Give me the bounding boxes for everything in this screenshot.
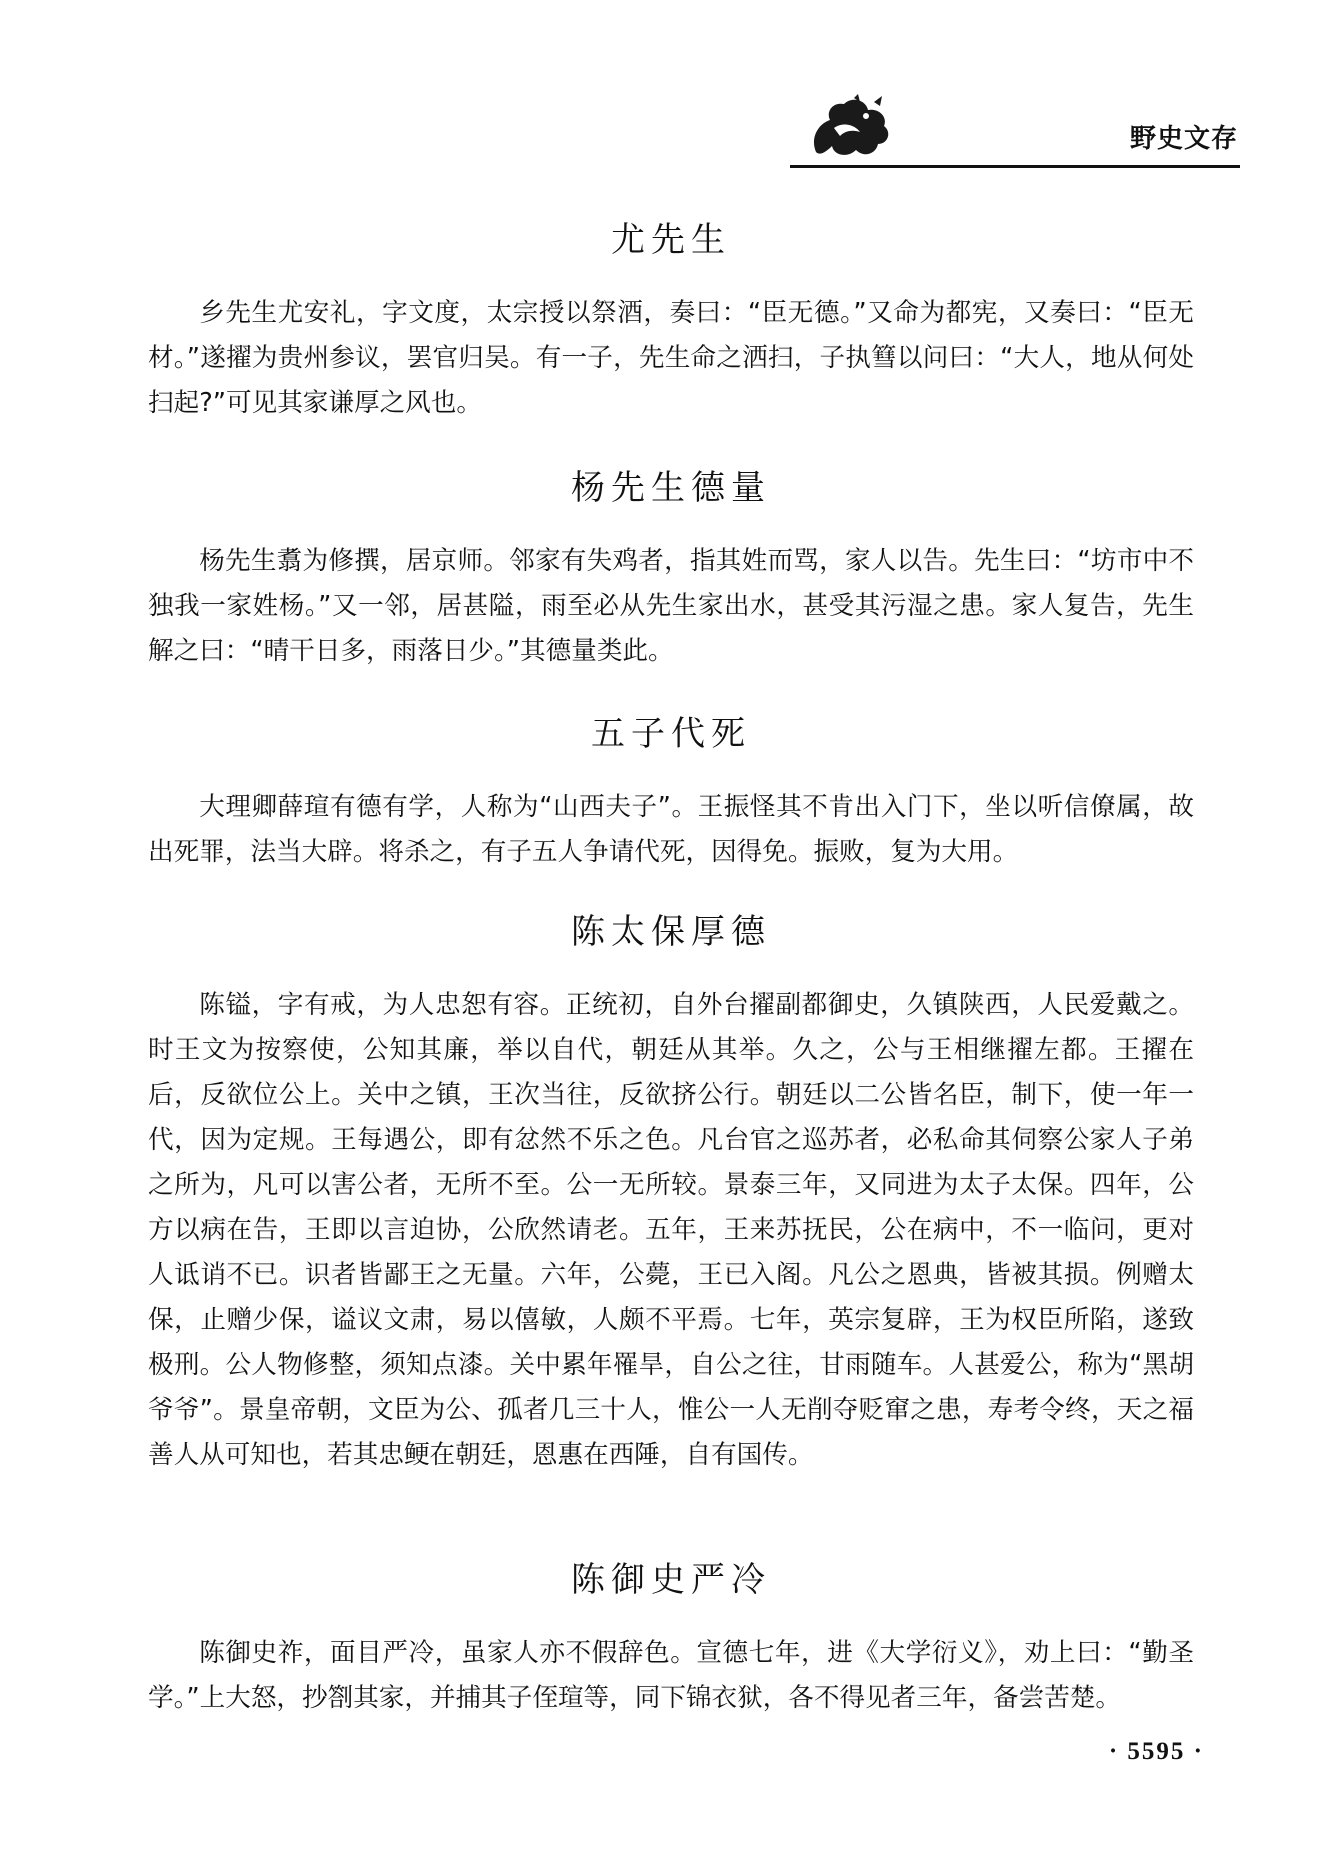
article-you-xiansheng	[148, 212, 1194, 426]
article-body: 杨先生翥为修撰，居京师。邻家有失鸡者，指其姓而骂，家人以告。先生曰：“坊市中不独我一家姓杨。”又一邻，居甚隘，雨至必从先生家出水，甚受其污湿之患。家人复告，先生解之曰：“晴干日多，雨落日少。”其德量类此。	[148, 546, 1194, 666]
article-chen-taibao	[148, 904, 1194, 1478]
article-body: 陈御史祚，面目严冷，虽家人亦不假辞色。宣德七年，进《大学衍义》，劝上曰：“勤圣学。”上大怒，抄劄其家，并捕其子侄瑄等，同下锦衣狱，各不得见者三年，备尝苦楚。	[148, 1638, 1194, 1713]
article-body: 大理卿薛瑄有德有学，人称为“山西夫子”。王振怪其不肯出入门下，坐以听信僚属，故出死罪，法当大辟。将杀之，有子五人争请代死，因得免。振败，复为大用。	[148, 792, 1194, 867]
article-title: 陈御史严冷	[571, 1560, 771, 1600]
article-title: 五子代死	[591, 714, 751, 754]
article-title: 杨先生德量	[571, 468, 771, 508]
article-yang-xiansheng	[148, 460, 1194, 674]
dragon-icon	[804, 94, 894, 162]
header-rule	[790, 165, 1240, 168]
article-wuzi-daisi	[148, 706, 1194, 875]
page-number: · 5595 ·	[1108, 1738, 1204, 1765]
article-body: 陈镒，字有戒，为人忠恕有容。正统初，自外台擢副都御史，久镇陕西，人民爱戴之。时王文为按察使，公知其廉，举以自代，朝廷从其举。久之，公与王相继擢左都。王擢在后，反欲位公上。关中之镇，王次当往，反欲挤公行。朝廷以二公皆名臣，制下，使一年一代，因为定规。王每遇公，即有忿然不乐之色。凡台官之巡苏者，必私命其伺察公家人子弟之所为，凡可以害公者，无所不至。公一无所较。景泰三年，又同进为太子太保。四年，公方以病在告，王即以言迫协，公欣然请老。五年，王来苏抚民，公在病中，不一临问，更对人诋诮不已。识者皆鄙王之无量。六年，公薨，王已入阁。凡公之恩典，皆被其损。例赠太保，止赠少保，谥议文肃，易以僖敏，人颇不平焉。七年，英宗复辟，王为权臣所陷，遂致极刑。公人物修整，须知点漆。关中累年罹旱，自公之往，甘雨随车。人甚爱公，称为“黑胡爷爷”。景皇帝朝，文臣为公、孤者几三十人，惟公一人无削夺贬窜之患，寿考令终，天之福善人从可知也，若其忠鲠在朝廷，恩惠在西陲，自有国传。	[148, 990, 1194, 1470]
running-header	[790, 88, 1240, 168]
article-body: 乡先生尤安礼，字文度，太宗授以祭酒，奏曰：“臣无德。”又命为都宪，又奏曰：“臣无材。”遂擢为贵州参议，罢官归吴。有一子，先生命之洒扫，子执篲以问曰：“大人，地从何处扫起?”可见其家谦厚之风也。	[148, 298, 1194, 418]
article-chen-yushi	[148, 1552, 1194, 1721]
article-title: 尤先生	[611, 220, 731, 260]
series-title: 野史文存	[1129, 124, 1238, 154]
article-title: 陈太保厚德	[571, 912, 771, 952]
